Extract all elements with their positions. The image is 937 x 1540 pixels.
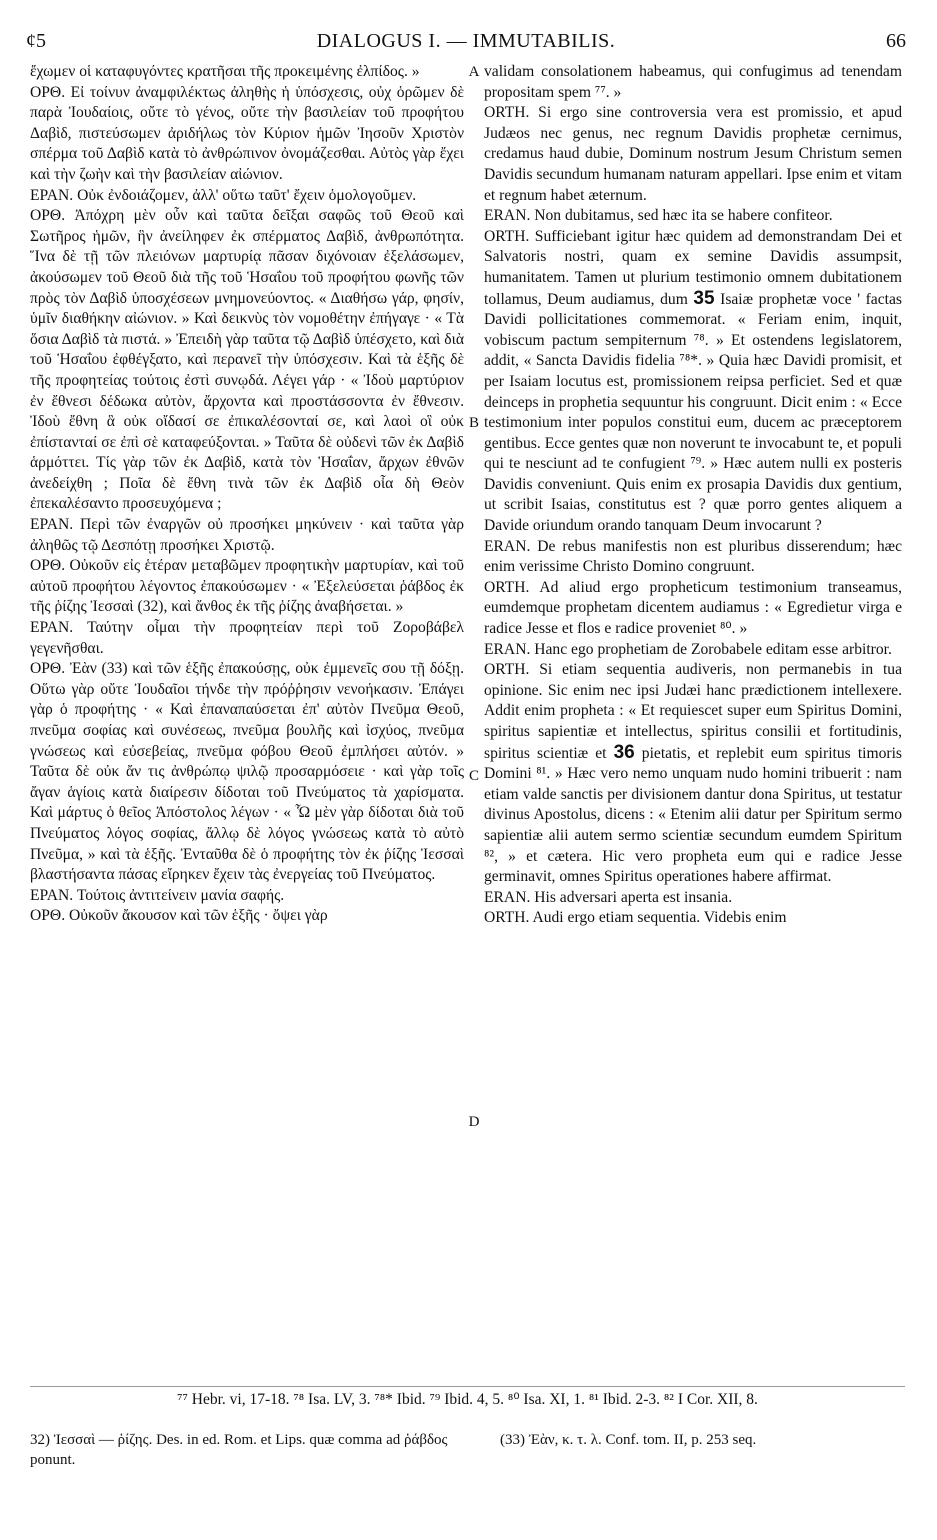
greek-paragraph: ΟΡΘ. Οὐκοῦν εἰς ἑτέραν μεταβῶμεν προφητικὴν μαρτυρίαν, καὶ τοῦ αὐτοῦ προφήτου λέγοντος ἐπακούσωμεν · « Ἐξελεύσεται ῥάβδος ἐκ τῆς ῥίζης Ἰεσσαὶ (32), καὶ ἄνθος ἐκ τῆς ῥίζης ἀναβήσεται. » [30, 557, 464, 616]
greek-column [30, 62, 464, 927]
greek-paragraph: ΕΡΑΝ. Περὶ τῶν ἐναργῶν οὐ προσήκει μηκύνειν · καὶ ταῦτα γὰρ ἀληθῶς τῷ Δεσπότῃ προσήκει Χριστῷ. [30, 516, 464, 554]
latin-text: Isaiæ prophetæ voce ' factas Davidi pollicitationes commemorat. « Feriam enim, inquit, vobiscum pactum sempiternum ⁷⁸. » Et ostendens legislatorem, addit, « Sancta Davidis fidelia ⁷⁸*. » Quia hæc Davidi promisit, et per Isaiam locutus est, promissionem reipsa perficiet. Sed et quæ deinceps in prophetia sequuntur his congruunt. Dicit enim : « Ecce testimonium inter populos constitui eum, ducem ac præceptorem gentibus. Ecce gentes quæ non noverunt te invocabunt te, et populi qui te nesciunt ad te confugient ⁷⁹. » Hæc autem nulli ex posteris Davidis conveniunt. Quis enim ex prosapia Davidis dux gentium, ut scribit Isaias, constitutus est ? quæ porro gentes aliquem a Davide oriundum orando tanquam Deum invocarunt ? [484, 290, 902, 535]
margin-marker-d: D [468, 1114, 480, 1130]
margin-marker-c: C [468, 768, 479, 784]
latin-paragraph: ORTH. Audi ergo etiam sequentia. Videbis enim [484, 909, 787, 927]
scripture-footnotes: ⁷⁷ Hebr. vi, 17-18. ⁷⁸ Isa. LV, 3. ⁷⁸* Ibid. ⁷⁹ Ibid. 4, 5. ⁸⁰ Isa. XI, 1. ⁸¹ Ibid. 2-3. ⁸² I Cor. XII, 8. [177, 1391, 758, 1408]
latin-paragraph: ERAN. Non dubitamus, sed hæc ita se habere confiteor. [484, 207, 833, 225]
greek-paragraph: ΕΡΑΝ. Οὐκ ἐνδοιάζομεν, ἀλλ' οὕτω ταῦτ' ἔχειν ὁμολογοῦμεν. [30, 186, 417, 204]
footnote-divider [30, 1386, 905, 1387]
latin-text: pietatis, et replebit eum spiritus timoris Domini ⁸¹. » Hæc vero nemo unquam nudo homini tribuerit : nam etiam valde sanctis per divisionem dantur dona Spiritus, ut testatur divinus Apostolus, dicens : « Etenim alii datur per Spiritum sermo sapientiæ alii autem sermo scientiæ secundum eumdem Spiritum ⁸², » et cætera. Hic vero propheta eum qui e radice Jesse germinavit, omnes Spiritus operationes habere affirmat. [484, 744, 903, 886]
running-title: DIALOGUS I. — IMMUTABILIS. [316, 30, 616, 52]
column-number-36: 36 [613, 741, 635, 763]
page-header [26, 30, 906, 60]
page-number-left: ¢5 [26, 30, 46, 52]
latin-text: ORTH. Si etiam sequentia audiveris, non permanebis in tua opinione. Sic enim nec ipsi Judæi hanc prædictionem intellexere. Addit enim propheta : « Et requiescet super eum Spiritus Domini, spiritus sapientiæ et intellectus, spiritus consilii et fortitudinis, spiritus scientiæ et [484, 661, 902, 762]
greek-paragraph: ΟΡΘ. Εἰ τοίνυν ἀναμφιλέκτως ἀληθὴς ἡ ὑπόσχεσις, οὐχ ὁρῶμεν δὲ παρὰ Ἰουδαίοις, οὔτε τὸ γένος, οὔτε τὴν βασιλείαν τοῦ προφήτου Δαβὶδ, πιστεύσωμεν ἀριδήλως τὸν Κύριον ἡμῶν Ἰησοῦν Χριστὸν σπέρμα τοῦ Δαβὶδ κατὰ τὸ ἀνθρώπινον ὀνομάζεσθαι. Αὐτὸς γὰρ ἔχει καὶ τὴν ζωὴν καὶ τὴν βασιλείαν αἰώνιον. [30, 83, 464, 183]
greek-paragraph: ΕΡΑΝ. Τούτοις ἀντιτείνειν μανία σαφής. [30, 886, 285, 904]
latin-paragraph: ORTH. Si ergo sine controversia vera est promissio, et apud Judæos nec genus, nec regnum Davidis prophetæ cernimus, credamus haud dubie, Dominum nostrum Jesum Christum semen Davidis secundum humanam naturam appellari. Ipse enim et vitam et regnum habet æternum. [484, 104, 902, 204]
latin-text: ORTH. Sufficiebant igitur hæc quidem ad demonstrandam Dei et Salvatoris nostri, quam ex semine Davidis assumpsit, humanitatem. Tamen ut plurium testimonio omnem dubitationem tollamus, Deum audiamus, dum [484, 227, 902, 308]
margin-marker-a: A [468, 64, 480, 80]
greek-paragraph: ΟΡΘ. Ἀπόχρη μὲν οὖν καὶ ταῦτα δεῖξαι σαφῶς τοῦ Θεοῦ καὶ Σωτῆρος ἡμῶν, ἣν ἀνείληφεν ἐκ σπέρματος Δαβὶδ, ἀνθρωπότητα. Ἵνα δὲ τῇ τῶν πλειόνων μαρτυρίᾳ πᾶσαν διχόνοιαν ἐξελάσωμεν, ἀκούσωμεν τοῦ Θεοῦ διὰ τῆς τοῦ Ἡσαΐου τοῦ προφήτου φωνῆς τῶν πρὸς τὸν Δαβὶδ ὑποσχέσεων μνημονεύοντος. « Διαθήσω γάρ, φησίν, ὑμῖν διαθήκην αἰώνιον. » Καὶ δεικνὺς τὸν νομοθέτην ἐπήγαγε · « Τὰ ὅσια Δαβὶδ τὰ πιστά. » Ἐπειδὴ γὰρ ταῦτα τῷ Δαβὶδ ὑπέσχετο, καὶ διὰ τοῦ Ἡσαΐου ἐφθέγξατο, καὶ περανεῖ τὴν ὑπόσχεσιν. Καὶ τὰ ἑξῆς δὲ τῆς προφητείας τούτοις ἐστὶ συνῳδά. Λέγει γάρ · « Ἰδοὺ μαρτύριον ἐν ἔθνεσι δέδωκα αὐτὸν, ἄρχοντα καὶ προστάσσοντα ἐν ἔθνεσιν. Ἰδοὺ ἔθνη ἃ οὐκ οἴδασί σε ἐπικαλέσονταί σε, καὶ λαοὶ οἳ οὐκ ἐπίστανταί σε ἐπὶ σὲ καταφεύξονται. » Ταῦτα δὲ οὐδενὶ τῶν ἐκ Δαβὶδ ἁρμόττει. Τίς γὰρ τῶν ἐκ Δαβὶδ, κατὰ τὸν Ἡσαΐαν, ἄρχων ἐθνῶν ἀνεδείχθη ; Ποῖα δὲ ἔθνη τινὰ τῶν ἐκ Δαβὶδ οἷα δὴ Θεὸν ἐπεκαλέσαντο προσευχόμενα ; [30, 207, 464, 513]
column-number-35: 35 [693, 287, 715, 309]
latin-paragraph [484, 660, 902, 888]
critical-note-33: (33) Ἐὰν, κ. τ. λ. Conf. tom. II, p. 253 seq. [500, 1432, 757, 1448]
latin-paragraph: ERAN. His adversari aperta est insania. [484, 888, 733, 906]
critical-note-32: 32) Ἰεσσαὶ — ῥίζης. Des. in ed. Rom. et Lips. quæ comma ad ῥάβδος ponunt. [30, 1432, 448, 1468]
latin-paragraph: ERAN. Hanc ego prophetiam de Zorobabele editam esse arbitror. [484, 640, 892, 658]
greek-paragraph: ΟΡΘ. Οὐκοῦν ἄκουσον καὶ τῶν ἑξῆς · ὄψει γὰρ [30, 907, 328, 925]
margin-marker-b: B [468, 415, 479, 431]
page-number-right: 66 [885, 30, 906, 52]
greek-paragraph: ἔχωμεν οἱ καταφυγόντες κρατῆσαι τῆς προκειμένης ἐλπίδος. » [30, 63, 420, 80]
latin-paragraph [484, 227, 902, 537]
latin-column [484, 62, 902, 929]
latin-paragraph: ERAN. De rebus manifestis non est pluribus disserendum; hæc enim verissime Christo Domino congruunt. [484, 537, 902, 576]
latin-paragraph: ORTH. Ad aliud ergo propheticum testimonium transeamus, eumdemque prophetam dicentem audiamus : « Egredietur virga e radice Jesse et flos e radice proveniet ⁸⁰. » [484, 578, 902, 638]
latin-paragraph: validam consolationem habeamus, qui confugimus ad tenendam propositam spem ⁷⁷. » [484, 63, 902, 101]
greek-paragraph: ΕΡΑΝ. Ταύτην οἶμαι τὴν προφητείαν περὶ τοῦ Ζοροβάβελ γεγενῆσθαι. [30, 619, 464, 657]
greek-paragraph: ΟΡΘ. Ἐὰν (33) καὶ τῶν ἑξῆς ἐπακούσῃς, οὐκ ἐμμενεῖς σου τῇ δόξῃ. Οὕτω γὰρ οὔτε Ἰουδαῖοι τήνδε τὴν πρόῤῥησιν νενοήκασιν. Ἐπάγει γὰρ ὁ προφήτης · « Καὶ ἐπαναπαύσεται ἐπ' αὐτὸν Πνεῦμα Θεοῦ, πνεῦμα σοφίας καὶ συνέσεως, πνεῦμα βουλῆς καὶ ἰσχύος, πνεῦμα γνώσεως καὶ εὐσεβείας, πνεῦμα φόβου Θεοῦ ἐμπλήσει αὐτόν. » Ταῦτα δὲ οὐκ ἄν τις ἀνθρώπῳ ψιλῷ προσαρμόσειε · καὶ γὰρ τοῖς ἄγαν ἁγίοις κατὰ διαίρεσιν δίδοται τοῦ Πνεύματος τὰ χαρίσματα. Καὶ μάρτυς ὁ θεῖος Ἀπόστολος λέγων · « Ὧ μὲν γὰρ δίδοται διὰ τοῦ Πνεύματος λόγος σοφίας, ἄλλῳ δὲ λόγος γνώσεως κατὰ τὸ αὐτὸ Πνεῦμα, » καὶ τὰ ἑξῆς. Ἐνταῦθα δὲ ὁ προφήτης τὸν ἐκ ῥίζης Ἰεσσαὶ βλαστήσαντα πάσας εἴρηκεν ἔχειν τὰς ἐνεργείας τοῦ Πνεύματος. [30, 660, 464, 884]
